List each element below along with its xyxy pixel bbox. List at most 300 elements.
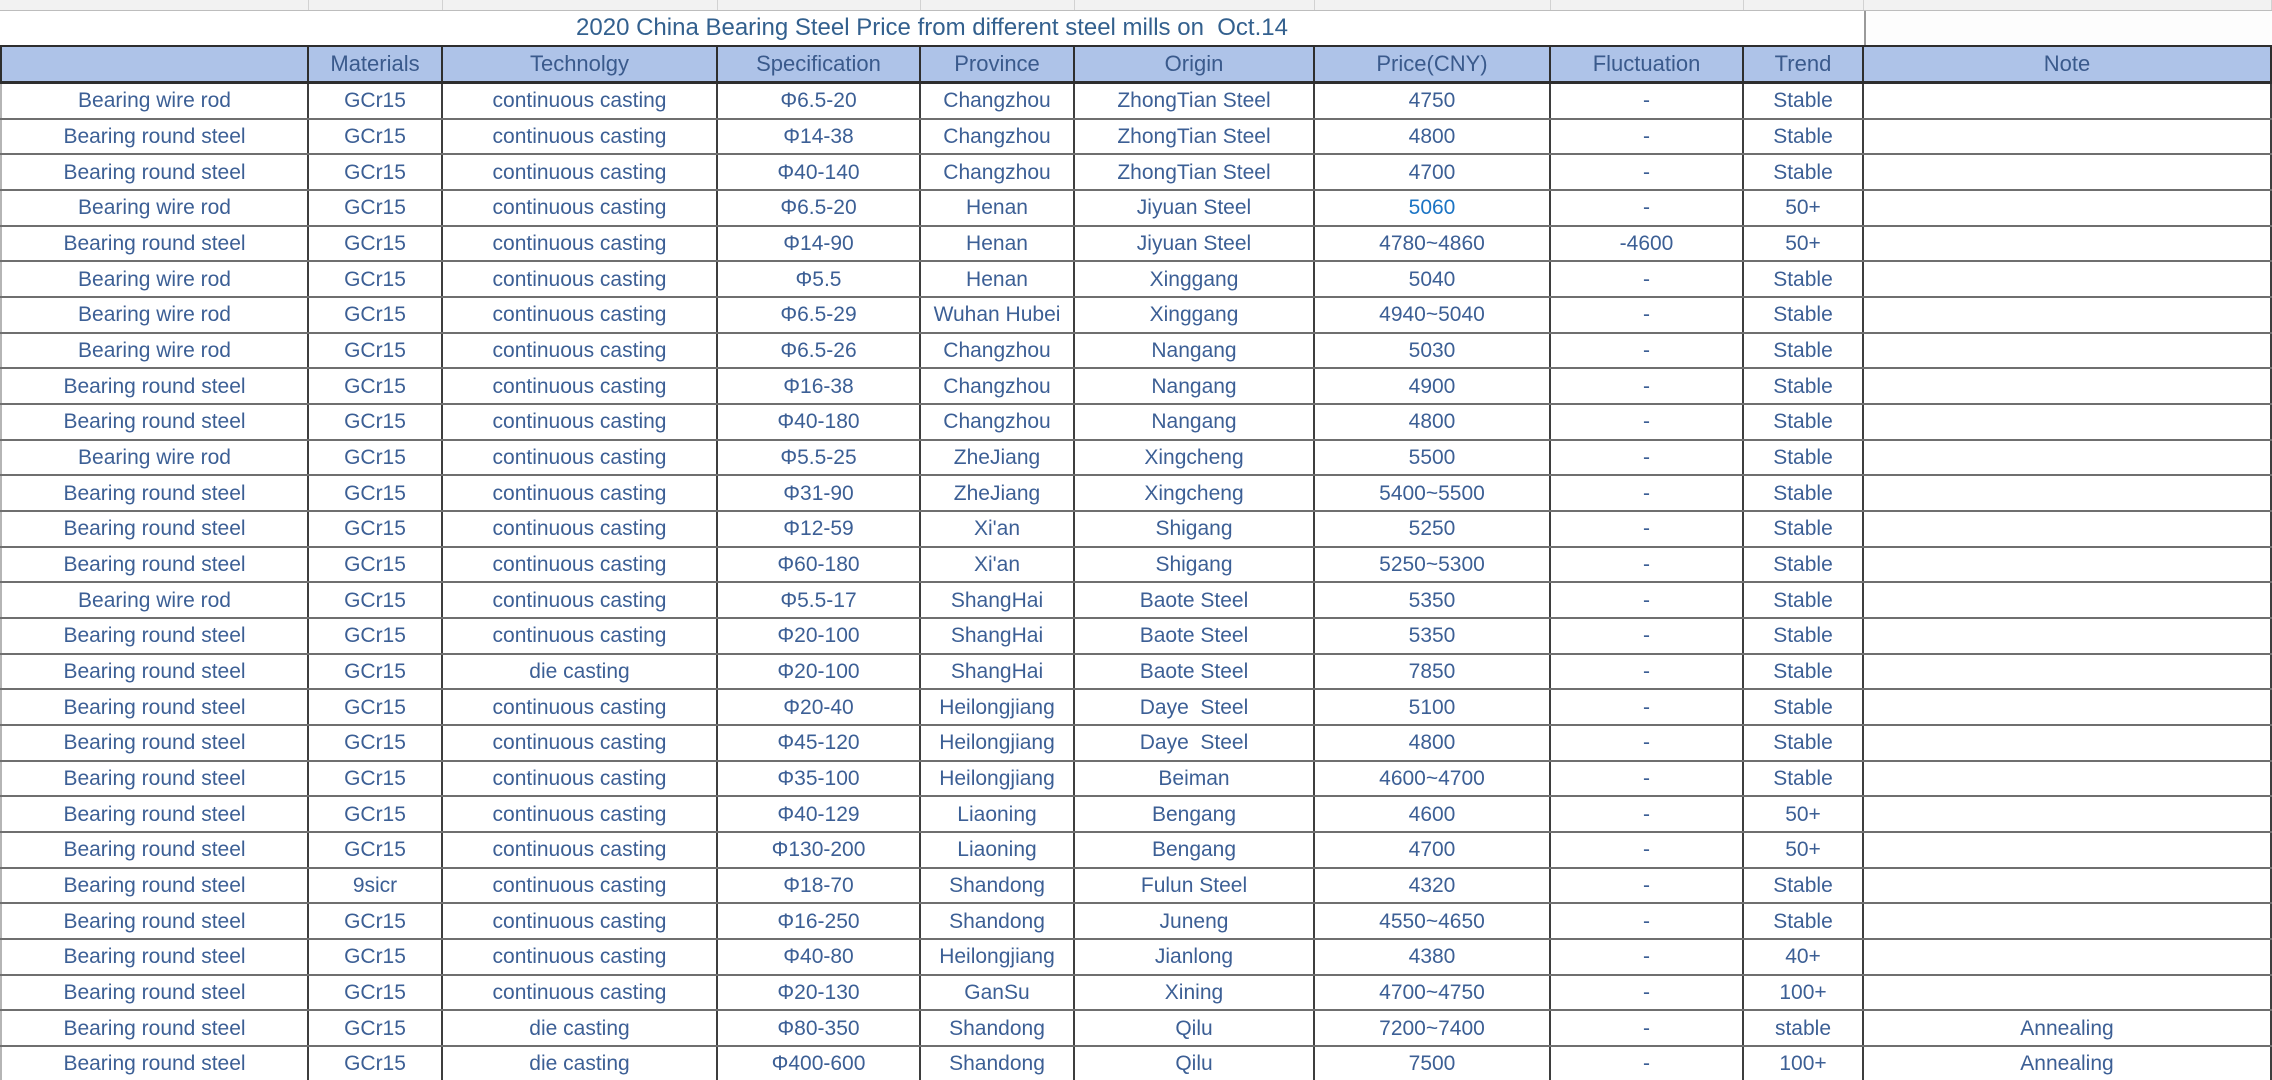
cell-specification[interactable]: Φ35-100	[718, 762, 921, 796]
cell-fluctuation[interactable]: -4600	[1551, 227, 1744, 261]
cell-technolgy[interactable]: continuous casting	[443, 227, 718, 261]
cell-technolgy[interactable]: die casting	[443, 655, 718, 689]
cell-note[interactable]	[1864, 833, 2272, 867]
cell-price-cny[interactable]: 4380	[1315, 940, 1551, 974]
cell-fluctuation[interactable]: -	[1551, 726, 1744, 760]
cell-trend[interactable]: 40+	[1744, 940, 1864, 974]
cell-fluctuation[interactable]: -	[1551, 690, 1744, 724]
cell-trend[interactable]: 50+	[1744, 833, 1864, 867]
cell-fluctuation[interactable]: -	[1551, 191, 1744, 225]
cell-origin[interactable]: ZhongTian Steel	[1075, 155, 1315, 189]
cell-note[interactable]	[1864, 84, 2272, 118]
cell-origin[interactable]: Nangang	[1075, 334, 1315, 368]
cell-province[interactable]: Shandong	[921, 904, 1075, 938]
cell-materials[interactable]: GCr15	[309, 227, 443, 261]
cell-technolgy[interactable]: continuous casting	[443, 298, 718, 332]
cell-origin[interactable]: Nangang	[1075, 369, 1315, 403]
cell-trend[interactable]: Stable	[1744, 690, 1864, 724]
cell-materials[interactable]: GCr15	[309, 262, 443, 296]
cell-item[interactable]: Bearing wire rod	[0, 441, 309, 475]
strip-cell	[443, 0, 718, 10]
cell-item[interactable]: Bearing round steel	[0, 726, 309, 760]
cell-origin[interactable]: Jiyuan Steel	[1075, 191, 1315, 225]
cell-origin[interactable]: Xingcheng	[1075, 476, 1315, 510]
cell-specification[interactable]: Φ40-140	[718, 155, 921, 189]
cell-fluctuation[interactable]: -	[1551, 976, 1744, 1010]
cell-price-cny[interactable]: 5400~5500	[1315, 476, 1551, 510]
cell-province[interactable]: Liaoning	[921, 797, 1075, 831]
cell-materials[interactable]: GCr15	[309, 797, 443, 831]
cell-item[interactable]: Bearing wire rod	[0, 583, 309, 617]
cell-note[interactable]	[1864, 369, 2272, 403]
column-header-technolgy[interactable]: Technolgy	[443, 47, 718, 81]
cell-trend[interactable]: 50+	[1744, 797, 1864, 831]
cell-province[interactable]: ShangHai	[921, 619, 1075, 653]
cell-price-cny[interactable]: 4700~4750	[1315, 976, 1551, 1010]
cell-materials[interactable]: GCr15	[309, 476, 443, 510]
cell-technolgy[interactable]: continuous casting	[443, 405, 718, 439]
cell-technolgy[interactable]: die casting	[443, 1047, 718, 1080]
cell-origin[interactable]: Baote Steel	[1075, 583, 1315, 617]
cell-fluctuation[interactable]: -	[1551, 476, 1744, 510]
cell-technolgy[interactable]: continuous casting	[443, 904, 718, 938]
cell-specification[interactable]: Φ45-120	[718, 726, 921, 760]
cell-item[interactable]: Bearing wire rod	[0, 84, 309, 118]
cell-note[interactable]	[1864, 298, 2272, 332]
cell-specification[interactable]: Φ5.5	[718, 262, 921, 296]
cell-fluctuation[interactable]: -	[1551, 334, 1744, 368]
cell-materials[interactable]: GCr15	[309, 1011, 443, 1045]
cell-province[interactable]: Shandong	[921, 1047, 1075, 1080]
cell-fluctuation[interactable]: -	[1551, 262, 1744, 296]
cell-item[interactable]: Bearing round steel	[0, 619, 309, 653]
cell-trend[interactable]: Stable	[1744, 441, 1864, 475]
cell-province[interactable]: ShangHai	[921, 655, 1075, 689]
cell-technolgy[interactable]: continuous casting	[443, 690, 718, 724]
cell-technolgy[interactable]: continuous casting	[443, 797, 718, 831]
cell-origin[interactable]: Xingcheng	[1075, 441, 1315, 475]
cell-origin[interactable]: Qilu	[1075, 1047, 1315, 1080]
cell-price-cny[interactable]: 4700	[1315, 833, 1551, 867]
cell-materials[interactable]: GCr15	[309, 976, 443, 1010]
cell-note[interactable]	[1864, 548, 2272, 582]
cell-price-cny[interactable]: 5030	[1315, 334, 1551, 368]
cell-specification[interactable]: Φ20-100	[718, 655, 921, 689]
cell-origin[interactable]: Xining	[1075, 976, 1315, 1010]
cell-trend[interactable]: Stable	[1744, 548, 1864, 582]
column-header-materials[interactable]: Materials	[309, 47, 443, 81]
cell-province[interactable]: Changzhou	[921, 405, 1075, 439]
cell-item[interactable]: Bearing round steel	[0, 1011, 309, 1045]
cell-trend[interactable]: Stable	[1744, 334, 1864, 368]
cell-specification[interactable]: Φ31-90	[718, 476, 921, 510]
cell-materials[interactable]: GCr15	[309, 655, 443, 689]
table-row	[0, 191, 2272, 227]
cell-note[interactable]	[1864, 940, 2272, 974]
cell-item[interactable]: Bearing round steel	[0, 227, 309, 261]
cell-specification[interactable]: Φ20-40	[718, 690, 921, 724]
cell-trend[interactable]: Stable	[1744, 583, 1864, 617]
cell-technolgy[interactable]: continuous casting	[443, 441, 718, 475]
partial-row-strip	[0, 0, 2272, 11]
cell-fluctuation[interactable]: -	[1551, 441, 1744, 475]
cell-specification[interactable]: Φ20-100	[718, 619, 921, 653]
cell-materials[interactable]: GCr15	[309, 405, 443, 439]
cell-price-cny[interactable]: 5350	[1315, 619, 1551, 653]
cell-item[interactable]: Bearing round steel	[0, 940, 309, 974]
cell-price-cny[interactable]: 4800	[1315, 120, 1551, 154]
cell-fluctuation[interactable]: -	[1551, 583, 1744, 617]
cell-note[interactable]	[1864, 869, 2272, 903]
cell-price-cny[interactable]: 7850	[1315, 655, 1551, 689]
cell-province[interactable]: Heilongjiang	[921, 940, 1075, 974]
cell-fluctuation[interactable]: -	[1551, 548, 1744, 582]
cell-specification[interactable]: Φ16-38	[718, 369, 921, 403]
cell-trend[interactable]: Stable	[1744, 619, 1864, 653]
cell-trend[interactable]: stable	[1744, 1011, 1864, 1045]
cell-trend[interactable]: Stable	[1744, 262, 1864, 296]
cell-fluctuation[interactable]: -	[1551, 120, 1744, 154]
cell-specification[interactable]: Φ40-180	[718, 405, 921, 439]
title-note-empty-cell[interactable]	[1864, 11, 2272, 45]
cell-trend[interactable]: Stable	[1744, 512, 1864, 546]
cell-note[interactable]	[1864, 120, 2272, 154]
cell-fluctuation[interactable]: -	[1551, 762, 1744, 796]
cell-fluctuation[interactable]: -	[1551, 797, 1744, 831]
cell-province[interactable]: Changzhou	[921, 120, 1075, 154]
cell-fluctuation[interactable]: -	[1551, 298, 1744, 332]
cell-fluctuation[interactable]: -	[1551, 369, 1744, 403]
cell-trend[interactable]: Stable	[1744, 155, 1864, 189]
cell-fluctuation[interactable]: -	[1551, 405, 1744, 439]
column-header-note[interactable]: Note	[1864, 47, 2272, 81]
cell-trend[interactable]: 50+	[1744, 227, 1864, 261]
cell-materials[interactable]: GCr15	[309, 833, 443, 867]
cell-origin[interactable]: Baote Steel	[1075, 619, 1315, 653]
cell-fluctuation[interactable]: -	[1551, 904, 1744, 938]
cell-note[interactable]	[1864, 797, 2272, 831]
cell-materials[interactable]: GCr15	[309, 298, 443, 332]
cell-technolgy[interactable]: continuous casting	[443, 262, 718, 296]
cell-trend[interactable]: Stable	[1744, 298, 1864, 332]
table-row	[0, 797, 2272, 833]
cell-note[interactable]	[1864, 262, 2272, 296]
column-header-origin[interactable]: Origin	[1075, 47, 1315, 81]
cell-note[interactable]	[1864, 441, 2272, 475]
cell-item[interactable]: Bearing round steel	[0, 476, 309, 510]
cell-materials[interactable]: GCr15	[309, 155, 443, 189]
cell-province[interactable]: Heilongjiang	[921, 726, 1075, 760]
cell-technolgy[interactable]: continuous casting	[443, 369, 718, 403]
cell-price-cny[interactable]: 5250	[1315, 512, 1551, 546]
cell-province[interactable]: ShangHai	[921, 583, 1075, 617]
cell-note[interactable]: Annealing	[1864, 1011, 2272, 1045]
cell-trend[interactable]: 50+	[1744, 191, 1864, 225]
cell-note[interactable]	[1864, 904, 2272, 938]
cell-specification[interactable]: Φ80-350	[718, 1011, 921, 1045]
cell-materials[interactable]: GCr15	[309, 583, 443, 617]
cell-item[interactable]: Bearing round steel	[0, 797, 309, 831]
cell-item[interactable]: Bearing round steel	[0, 512, 309, 546]
cell-materials[interactable]: GCr15	[309, 334, 443, 368]
cell-province[interactable]: Henan	[921, 191, 1075, 225]
cell-note[interactable]	[1864, 512, 2272, 546]
cell-province[interactable]: Changzhou	[921, 84, 1075, 118]
cell-province[interactable]: Henan	[921, 227, 1075, 261]
cell-item[interactable]: Bearing wire rod	[0, 191, 309, 225]
cell-origin[interactable]: Beiman	[1075, 762, 1315, 796]
cell-specification[interactable]: Φ14-38	[718, 120, 921, 154]
cell-price-cny[interactable]: 7200~7400	[1315, 1011, 1551, 1045]
cell-province[interactable]: Heilongjiang	[921, 762, 1075, 796]
cell-technolgy[interactable]: continuous casting	[443, 833, 718, 867]
cell-province[interactable]: Liaoning	[921, 833, 1075, 867]
cell-origin[interactable]: Shigang	[1075, 548, 1315, 582]
cell-technolgy[interactable]: continuous casting	[443, 191, 718, 225]
cell-item[interactable]: Bearing round steel	[0, 690, 309, 724]
cell-province[interactable]: Wuhan Hubei	[921, 298, 1075, 332]
cell-note[interactable]	[1864, 726, 2272, 760]
cell-materials[interactable]: GCr15	[309, 1047, 443, 1080]
cell-origin[interactable]: Bengang	[1075, 833, 1315, 867]
column-header-trend[interactable]: Trend	[1744, 47, 1864, 81]
cell-trend[interactable]: Stable	[1744, 869, 1864, 903]
cell-origin[interactable]: Jianlong	[1075, 940, 1315, 974]
cell-province[interactable]: Changzhou	[921, 369, 1075, 403]
cell-note[interactable]	[1864, 334, 2272, 368]
cell-technolgy[interactable]: continuous casting	[443, 512, 718, 546]
cell-item[interactable]: Bearing round steel	[0, 1047, 309, 1080]
cell-technolgy[interactable]: continuous casting	[443, 762, 718, 796]
column-header-price-cny[interactable]: Price(CNY)	[1315, 47, 1551, 81]
cell-origin[interactable]: Bengang	[1075, 797, 1315, 831]
cell-item[interactable]: Bearing round steel	[0, 833, 309, 867]
cell-technolgy[interactable]: continuous casting	[443, 619, 718, 653]
cell-origin[interactable]: Daye Steel	[1075, 726, 1315, 760]
cell-specification[interactable]: Φ18-70	[718, 869, 921, 903]
cell-price-cny[interactable]: 4780~4860	[1315, 227, 1551, 261]
cell-origin[interactable]: Shigang	[1075, 512, 1315, 546]
cell-price-cny[interactable]: 4900	[1315, 369, 1551, 403]
cell-note[interactable]	[1864, 976, 2272, 1010]
cell-specification[interactable]: Φ12-59	[718, 512, 921, 546]
cell-trend[interactable]: Stable	[1744, 405, 1864, 439]
cell-item[interactable]: Bearing round steel	[0, 120, 309, 154]
cell-materials[interactable]: GCr15	[309, 690, 443, 724]
cell-trend[interactable]: Stable	[1744, 655, 1864, 689]
cell-note[interactable]	[1864, 155, 2272, 189]
cell-origin[interactable]: Qilu	[1075, 1011, 1315, 1045]
cell-fluctuation[interactable]: -	[1551, 1011, 1744, 1045]
cell-materials[interactable]: GCr15	[309, 120, 443, 154]
cell-province[interactable]: GanSu	[921, 976, 1075, 1010]
cell-technolgy[interactable]: continuous casting	[443, 476, 718, 510]
cell-price-cny[interactable]: 5100	[1315, 690, 1551, 724]
cell-province[interactable]: Heilongjiang	[921, 690, 1075, 724]
cell-fluctuation[interactable]: -	[1551, 869, 1744, 903]
page-title[interactable]: 2020 China Bearing Steel Price from different steel mills on Oct.14	[576, 14, 1288, 41]
cell-item[interactable]: Bearing round steel	[0, 976, 309, 1010]
cell-fluctuation[interactable]: -	[1551, 84, 1744, 118]
cell-note[interactable]	[1864, 476, 2272, 510]
cell-province[interactable]: Henan	[921, 262, 1075, 296]
cell-origin[interactable]: Fulun Steel	[1075, 869, 1315, 903]
cell-specification[interactable]: Φ14-90	[718, 227, 921, 261]
cell-item[interactable]: Bearing wire rod	[0, 298, 309, 332]
cell-fluctuation[interactable]: -	[1551, 655, 1744, 689]
cell-origin[interactable]: Juneng	[1075, 904, 1315, 938]
cell-origin[interactable]: Daye Steel	[1075, 690, 1315, 724]
cell-item[interactable]: Bearing round steel	[0, 405, 309, 439]
cell-price-cny[interactable]: 4940~5040	[1315, 298, 1551, 332]
cell-origin[interactable]: Baote Steel	[1075, 655, 1315, 689]
cell-province[interactable]: Changzhou	[921, 334, 1075, 368]
cell-trend[interactable]: 100+	[1744, 976, 1864, 1010]
cell-item[interactable]: Bearing wire rod	[0, 334, 309, 368]
cell-item[interactable]: Bearing wire rod	[0, 262, 309, 296]
cell-note[interactable]	[1864, 227, 2272, 261]
cell-materials[interactable]: GCr15	[309, 904, 443, 938]
cell-specification[interactable]: Φ130-200	[718, 833, 921, 867]
cell-price-cny[interactable]: 5500	[1315, 441, 1551, 475]
cell-materials[interactable]: GCr15	[309, 84, 443, 118]
cell-technolgy[interactable]: continuous casting	[443, 120, 718, 154]
cell-note[interactable]	[1864, 405, 2272, 439]
cell-fluctuation[interactable]: -	[1551, 1047, 1744, 1080]
cell-technolgy[interactable]: continuous casting	[443, 548, 718, 582]
cell-price-cny[interactable]: 4550~4650	[1315, 904, 1551, 938]
cell-price-cny[interactable]: 5040	[1315, 262, 1551, 296]
cell-specification[interactable]: Φ20-130	[718, 976, 921, 1010]
cell-specification[interactable]: Φ16-250	[718, 904, 921, 938]
cell-origin[interactable]: ZhongTian Steel	[1075, 120, 1315, 154]
cell-note[interactable]	[1864, 690, 2272, 724]
cell-specification[interactable]: Φ40-80	[718, 940, 921, 974]
cell-note[interactable]	[1864, 619, 2272, 653]
cell-price-cny[interactable]: 5350	[1315, 583, 1551, 617]
cell-specification[interactable]: Φ6.5-26	[718, 334, 921, 368]
cell-technolgy[interactable]: continuous casting	[443, 726, 718, 760]
cell-origin[interactable]: Jiyuan Steel	[1075, 227, 1315, 261]
cell-materials[interactable]: 9sicr	[309, 869, 443, 903]
cell-origin[interactable]: ZhongTian Steel	[1075, 84, 1315, 118]
cell-price-cny[interactable]: 5060	[1315, 191, 1551, 225]
cell-trend[interactable]: Stable	[1744, 726, 1864, 760]
cell-trend[interactable]: Stable	[1744, 762, 1864, 796]
cell-materials[interactable]: GCr15	[309, 940, 443, 974]
cell-province[interactable]: Shandong	[921, 869, 1075, 903]
cell-origin[interactable]: Nangang	[1075, 405, 1315, 439]
cell-origin[interactable]: Xinggang	[1075, 298, 1315, 332]
cell-price-cny[interactable]: 5250~5300	[1315, 548, 1551, 582]
cell-materials[interactable]: GCr15	[309, 619, 443, 653]
cell-technolgy[interactable]: continuous casting	[443, 155, 718, 189]
cell-trend[interactable]: Stable	[1744, 369, 1864, 403]
cell-origin[interactable]: Xinggang	[1075, 262, 1315, 296]
cell-price-cny[interactable]: 4800	[1315, 405, 1551, 439]
cell-specification[interactable]: Φ40-129	[718, 797, 921, 831]
column-header-fluctuation[interactable]: Fluctuation	[1551, 47, 1744, 81]
table-row	[0, 548, 2272, 584]
cell-specification[interactable]: Φ5.5-17	[718, 583, 921, 617]
cell-materials[interactable]: GCr15	[309, 441, 443, 475]
cell-fluctuation[interactable]: -	[1551, 833, 1744, 867]
cell-materials[interactable]: GCr15	[309, 512, 443, 546]
column-header-province[interactable]: Province	[921, 47, 1075, 81]
cell-materials[interactable]: GCr15	[309, 369, 443, 403]
cell-item[interactable]: Bearing round steel	[0, 762, 309, 796]
cell-specification[interactable]: Φ5.5-25	[718, 441, 921, 475]
cell-technolgy[interactable]: continuous casting	[443, 869, 718, 903]
cell-province[interactable]: ZheJiang	[921, 476, 1075, 510]
cell-note[interactable]	[1864, 762, 2272, 796]
cell-trend[interactable]: Stable	[1744, 120, 1864, 154]
cell-specification[interactable]: Φ6.5-29	[718, 298, 921, 332]
cell-item[interactable]: Bearing round steel	[0, 369, 309, 403]
cell-trend[interactable]: Stable	[1744, 904, 1864, 938]
strip-cell	[1551, 0, 1744, 10]
cell-note[interactable]: Annealing	[1864, 1047, 2272, 1080]
cell-materials[interactable]: GCr15	[309, 726, 443, 760]
column-header-specification[interactable]: Specification	[718, 47, 921, 81]
cell-province[interactable]: Xi'an	[921, 512, 1075, 546]
cell-item[interactable]: Bearing round steel	[0, 155, 309, 189]
cell-price-cny[interactable]: 4600	[1315, 797, 1551, 831]
cell-technolgy[interactable]: continuous casting	[443, 583, 718, 617]
strip-cell	[1315, 0, 1551, 10]
cell-province[interactable]: ZheJiang	[921, 441, 1075, 475]
cell-province[interactable]: Xi'an	[921, 548, 1075, 582]
cell-technolgy[interactable]: continuous casting	[443, 976, 718, 1010]
cell-price-cny[interactable]: 7500	[1315, 1047, 1551, 1080]
cell-note[interactable]	[1864, 655, 2272, 689]
cell-item[interactable]: Bearing round steel	[0, 869, 309, 903]
cell-province[interactable]: Changzhou	[921, 155, 1075, 189]
cell-materials[interactable]: GCr15	[309, 548, 443, 582]
cell-item[interactable]: Bearing round steel	[0, 655, 309, 689]
cell-trend[interactable]: 100+	[1744, 1047, 1864, 1080]
cell-price-cny[interactable]: 4600~4700	[1315, 762, 1551, 796]
cell-item[interactable]: Bearing round steel	[0, 548, 309, 582]
cell-technolgy[interactable]: die casting	[443, 1011, 718, 1045]
cell-materials[interactable]: GCr15	[309, 191, 443, 225]
cell-materials[interactable]: GCr15	[309, 762, 443, 796]
cell-specification[interactable]: Φ6.5-20	[718, 191, 921, 225]
cell-fluctuation[interactable]: -	[1551, 940, 1744, 974]
cell-note[interactable]	[1864, 191, 2272, 225]
cell-specification[interactable]: Φ60-180	[718, 548, 921, 582]
cell-fluctuation[interactable]: -	[1551, 155, 1744, 189]
cell-technolgy[interactable]: continuous casting	[443, 334, 718, 368]
cell-fluctuation[interactable]: -	[1551, 619, 1744, 653]
cell-price-cny[interactable]: 4750	[1315, 84, 1551, 118]
cell-technolgy[interactable]: continuous casting	[443, 84, 718, 118]
cell-specification[interactable]: Φ6.5-20	[718, 84, 921, 118]
column-header-empty[interactable]	[0, 47, 309, 81]
cell-note[interactable]	[1864, 583, 2272, 617]
cell-trend[interactable]: Stable	[1744, 476, 1864, 510]
cell-item[interactable]: Bearing round steel	[0, 904, 309, 938]
cell-technolgy[interactable]: continuous casting	[443, 940, 718, 974]
cell-price-cny[interactable]: 4320	[1315, 869, 1551, 903]
cell-province[interactable]: Shandong	[921, 1011, 1075, 1045]
cell-price-cny[interactable]: 4700	[1315, 155, 1551, 189]
table-row	[0, 441, 2272, 477]
cell-price-cny[interactable]: 4800	[1315, 726, 1551, 760]
cell-specification[interactable]: Φ400-600	[718, 1047, 921, 1080]
cell-trend[interactable]: Stable	[1744, 84, 1864, 118]
cell-fluctuation[interactable]: -	[1551, 512, 1744, 546]
